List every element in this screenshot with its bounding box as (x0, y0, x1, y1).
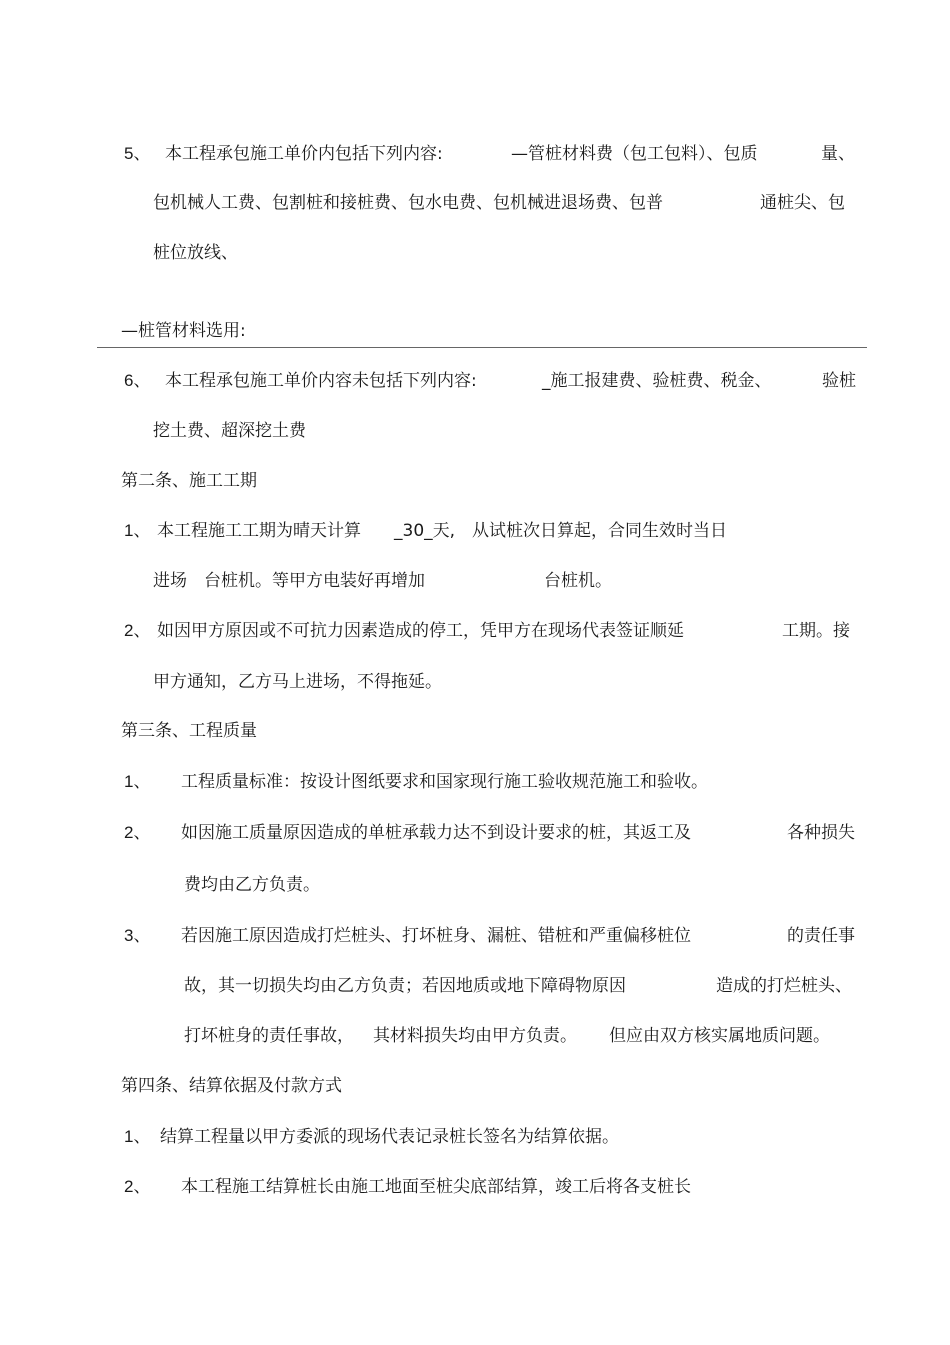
article4-heading: 第四条、结算依据及付款方式 (121, 1076, 342, 1096)
art4-item2-text: 本工程施工结算桩长由施工地面至桩尖底部结算，竣工后将各支桩长 (181, 1177, 691, 1197)
horizontal-rule (97, 347, 867, 348)
item5-line3: 桩位放线、 (153, 243, 238, 263)
art2-item1-text: 本工程施工工期为晴天计算 (157, 521, 361, 541)
art2-item2-text: 如因甲方原因或不可抗力因素造成的停工，凭甲方在现场代表签证顺延 (157, 621, 684, 641)
art4-item1-number: 1、 (124, 1127, 151, 1146)
art3-item3-line3c: 但应由双方核实属地质问题。 (609, 1026, 830, 1046)
material-note: —桩管材料选用: (121, 321, 246, 341)
art2-item1-line2a: 进场 (153, 571, 187, 591)
art4-item1-text: 结算工程量以甲方委派的现场代表记录桩长签名为结算依据。 (160, 1127, 619, 1147)
art3-item3-text: 若因施工原因造成打烂桩头、打坏桩身、漏桩、错桩和严重偏移桩位 (181, 926, 691, 946)
item6-line2: 挖土费、超深挖土费 (153, 421, 306, 441)
article2-heading: 第二条、施工工期 (121, 471, 257, 491)
art4-item2-number: 2、 (124, 1177, 151, 1196)
item5-line2-tail: 通桩尖、包 (760, 193, 845, 213)
art3-item2-line2: 费均由乙方负责。 (184, 875, 320, 895)
item6-number: 6、 (124, 371, 151, 390)
art2-item1-line2c: 台桩机。 (544, 571, 612, 591)
art2-item1-number: 1、 (124, 521, 151, 540)
art2-item1-rest: 从试桩次日算起，合同生效时当日 (472, 521, 727, 541)
art3-item3-line3a: 打坏桩身的责任事故， (184, 1026, 354, 1046)
art2-item2-tail: 工期。接 (782, 621, 850, 641)
article3-heading: 第三条、工程质量 (121, 721, 257, 741)
item5-scope-tail: 量、 (821, 144, 855, 164)
art2-item2-line2: 甲方通知，乙方马上进场，不得拖延。 (153, 672, 442, 692)
item5-number: 5、 (124, 144, 151, 163)
item6-text: 本工程承包施工单价内容未包括下列内容: (165, 371, 477, 391)
art3-item1-number: 1、 (124, 772, 151, 791)
item5-scope: —管桩材料费（包工包料）、包质 (511, 144, 758, 164)
item6-exclusions-tail: 验桩 (822, 371, 856, 391)
art3-item2-tail: 各种损失 (787, 823, 855, 843)
item6-exclusions: _施工报建费、验桩费、税金、 (542, 371, 772, 391)
art2-item1-line2b: 台桩机。等甲方电装好再增加 (204, 571, 425, 591)
art3-item2-number: 2、 (124, 823, 151, 842)
art3-item1-text: 工程质量标准：按设计图纸要求和国家现行施工验收规范施工和验收。 (181, 772, 708, 792)
art2-item2-number: 2、 (124, 621, 151, 640)
art2-item1-days: _30_天, (394, 521, 456, 541)
art3-item2-text: 如因施工质量原因造成的单桩承载力达不到设计要求的桩，其返工及 (181, 823, 691, 843)
art3-item3-number: 3、 (124, 926, 151, 945)
art3-item3-line3b: 其材料损失均由甲方负责。 (373, 1026, 577, 1046)
art3-item3-line2b: 造成的打烂桩头、 (716, 976, 852, 996)
item5-text: 本工程承包施工单价内包括下列内容: (165, 144, 443, 164)
item5-line2: 包机械人工费、包割桩和接桩费、包水电费、包机械进退场费、包普 (153, 193, 663, 213)
art3-item3-tail: 的责任事 (787, 926, 855, 946)
art3-item3-line2a: 故，其一切损失均由乙方负责；若因地质或地下障碍物原因 (184, 976, 626, 996)
